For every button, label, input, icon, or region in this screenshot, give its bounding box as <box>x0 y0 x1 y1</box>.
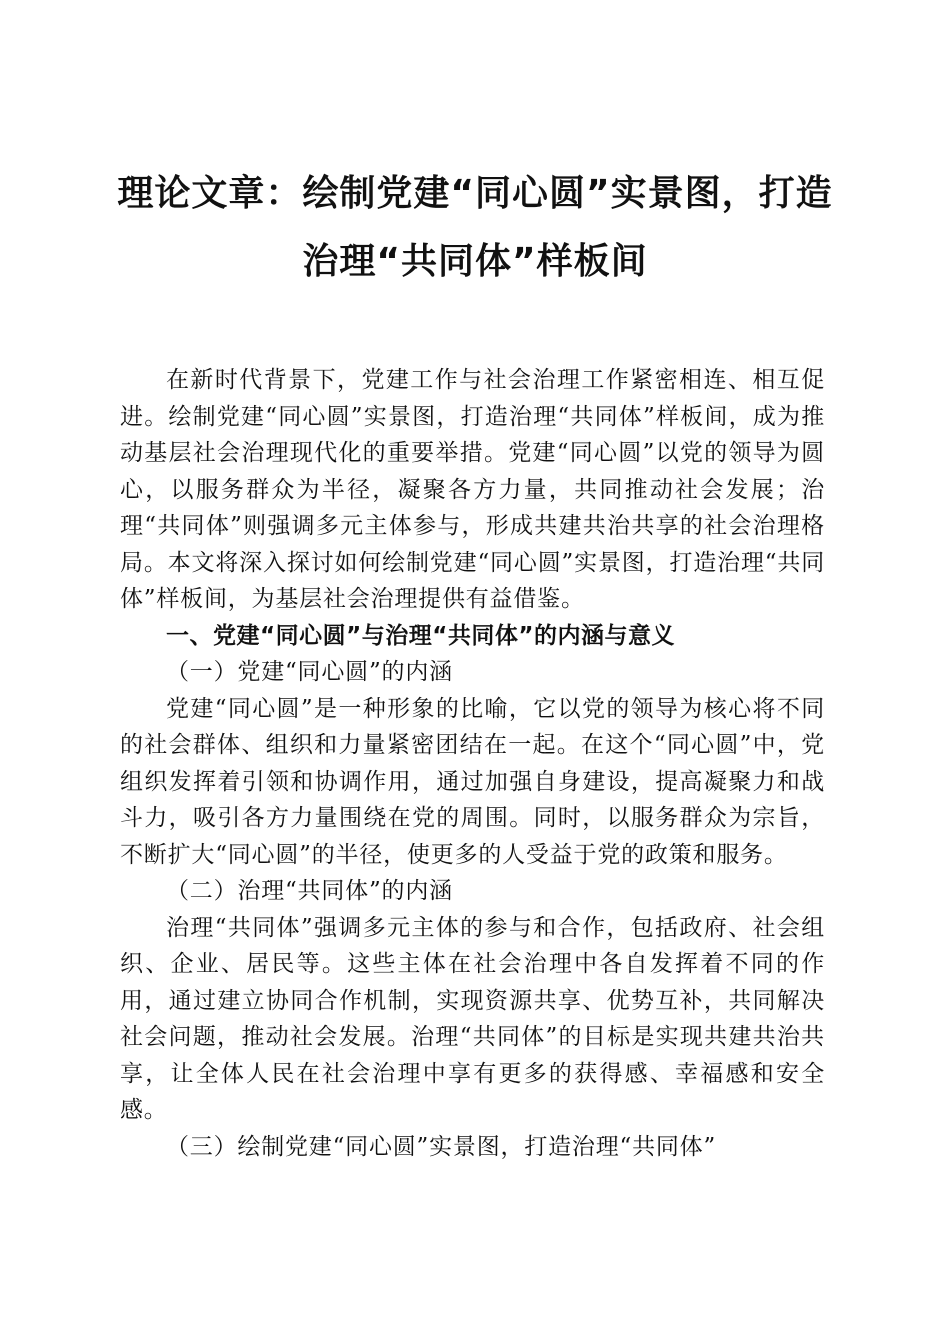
document-title-line2: 治理“共同体”样板间 <box>302 241 648 282</box>
document-title-line1: 理论文章：绘制党建“同心圆”实景图，打造 <box>117 173 833 214</box>
subsection2-heading: （二）治理“共同体”的内涵 <box>166 878 453 904</box>
subsection3-heading: （三）绘制党建“同心圆”实景图，打造治理“共同体” <box>166 1133 717 1160</box>
document-body <box>120 362 825 1165</box>
subsection1-heading: （一）党建“同心圆”的内涵 <box>166 659 453 685</box>
subsection1-paragraph: 党建“同心圆”是一种形象的比喻，它以党的领导为核心将不同的社会群体、组织和力量紧密团结在一起。在这个“同心圆”中，党组织发挥着引领和协调作用，通过加强自身建设，提高凝聚力和战斗力，吸引各方力量围绕在党的周围。同时，以服务群众为宗旨，不断扩大“同心圆”的半径，使更多的人受益于党的政策和服务。 <box>120 695 825 868</box>
intro-paragraph: 在新时代背景下，党建工作与社会治理工作紧密相连、相互促进。绘制党建“同心圆”实景图，打造治理“共同体”样板间，成为推动基层社会治理现代化的重要举措。党建“同心圆”以党的领导为圆心，以服务群众为半径，凝聚各方力量，共同推动社会发展；治理“共同体”则强调多元主体参与，形成共建共治共享的社会治理格局。本文将深入探讨如何绘制党建“同心圆”实景图，打造治理“共同体”样板间，为基层社会治理提供有益借鉴。 <box>120 367 825 612</box>
section1-heading: 一、党建“同心圆”与治理“共同体”的内涵与意义 <box>166 622 675 649</box>
subsection2-paragraph: 治理“共同体”强调多元主体的参与和合作，包括政府、社会组织、企业、居民等。这些主体在社会治理中各自发挥着不同的作用，通过建立协同合作机制，实现资源共享、优势互补，共同解决社会问题，推动社会发展。治理“共同体”的目标是实现共建共治共享，让全体人民在社会治理中享有更多的获得感、幸福感和安全感。 <box>120 914 825 1123</box>
